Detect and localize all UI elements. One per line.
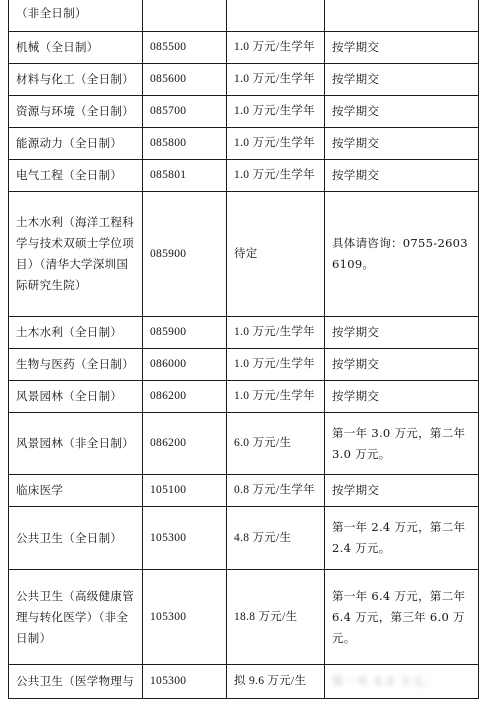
tuition-fee-cell <box>227 32 325 64</box>
program-name-cell <box>9 64 143 96</box>
program-code-text: 105300 <box>150 610 187 623</box>
payment-note-text: 具体请咨询：0755-26036109。 <box>332 236 468 271</box>
table-row <box>9 665 479 699</box>
program-code-text: 086200 <box>150 390 187 402</box>
payment-note-text: 按学期交 <box>332 104 380 118</box>
tuition-fee-cell <box>227 665 325 699</box>
program-code-cell <box>143 381 227 413</box>
program-code-text: 085900 <box>150 247 187 260</box>
program-code-text: 105100 <box>150 484 187 496</box>
payment-note-cell <box>325 413 479 475</box>
program-code-cell <box>143 413 227 475</box>
program-code-cell <box>143 32 227 64</box>
payment-note-cell <box>325 32 479 64</box>
program-name-cell <box>9 32 143 64</box>
table-row <box>9 160 479 192</box>
tuition-fee-text: 拟 9.6 万元/生 <box>234 675 307 687</box>
program-name-text: （非全日制） <box>16 5 87 20</box>
program-code-cell <box>143 96 227 128</box>
tuition-fee-text: 1.0 万元/生学年 <box>234 137 315 149</box>
program-name-cell <box>9 128 143 160</box>
program-code-cell <box>143 665 227 699</box>
program-code-cell <box>143 349 227 381</box>
program-name-cell <box>9 507 143 570</box>
payment-note-cell <box>325 507 479 570</box>
program-name-text: 公共卫生（全日制） <box>16 530 123 545</box>
payment-note-cell <box>325 0 479 32</box>
tuition-fee-text: 1.0 万元/生学年 <box>234 105 315 117</box>
program-name-text: 土木水利（海洋工程科学与技术双硕士学位项目）（清华大学深圳国际研究生院） <box>16 215 134 292</box>
payment-note-cell <box>325 192 479 317</box>
program-code-text: 085900 <box>150 326 187 338</box>
program-code-cell <box>143 317 227 349</box>
program-name-text: 机械（全日制） <box>16 40 99 54</box>
program-code-text: 105300 <box>150 675 187 687</box>
tuition-fee-text: 0.8 万元/生学年 <box>234 484 315 496</box>
program-code-cell <box>143 570 227 665</box>
table-row <box>9 128 479 160</box>
payment-note-text: 按学期交 <box>332 389 380 403</box>
program-code-text: 085600 <box>150 73 187 85</box>
table-row <box>9 64 479 96</box>
table-row <box>9 317 479 349</box>
table-row <box>9 32 479 64</box>
tuition-fee-cell <box>227 475 325 507</box>
program-name-cell <box>9 413 143 475</box>
payment-note-text: 第一年 3.0 万元，第二年 3.0 万元。 <box>332 425 466 461</box>
program-name-text: 土木水利（全日制） <box>16 325 123 339</box>
payment-note-cell <box>325 475 479 507</box>
program-name-text: 生物与医药（全日制） <box>16 357 134 371</box>
tuition-fee-cell <box>227 0 325 32</box>
payment-note-cell <box>325 570 479 665</box>
payment-note-cell <box>325 96 479 128</box>
payment-note-text: 按学期交 <box>332 136 380 150</box>
tuition-fee-cell <box>227 160 325 192</box>
program-code-cell <box>143 160 227 192</box>
tuition-fee-text: 6.0 万元/生 <box>234 437 292 449</box>
program-name-text: 临床医学 <box>16 483 64 497</box>
program-code-text: 085700 <box>150 105 187 117</box>
tuition-fee-text: 18.8 万元/生 <box>234 610 298 623</box>
payment-note-cell <box>325 317 479 349</box>
tuition-fee-text: 1.0 万元/生学年 <box>234 390 315 402</box>
program-name-text: 电气工程（全日制） <box>16 168 123 182</box>
program-name-cell <box>9 317 143 349</box>
program-name-cell <box>9 192 143 317</box>
payment-note-cell <box>325 64 479 96</box>
table-body <box>9 0 479 699</box>
tuition-fee-cell <box>227 192 325 317</box>
payment-note-text: 按学期交 <box>332 483 380 497</box>
payment-note-cell <box>325 128 479 160</box>
payment-note-cell <box>325 665 479 699</box>
program-code-text: 105300 <box>150 531 187 544</box>
table-row <box>9 507 479 570</box>
payment-note-text: 按学期交 <box>332 325 380 339</box>
tuition-fee-cell <box>227 570 325 665</box>
tuition-fee-text: 待定 <box>234 247 258 260</box>
program-name-cell <box>9 160 143 192</box>
table-row <box>9 0 479 32</box>
payment-note-text: 按学期交 <box>332 72 380 86</box>
program-name-text: 资源与环境（全日制） <box>16 104 134 118</box>
program-name-text: 风景园林（非全日制） <box>16 436 134 450</box>
payment-note-text: 第一年 4.8 万元。 <box>332 674 438 688</box>
program-name-cell <box>9 665 143 699</box>
payment-note-cell <box>325 381 479 413</box>
payment-note-text: 第一年 2.4 万元，第二年 2.4 万元。 <box>332 520 466 555</box>
program-code-cell <box>143 507 227 570</box>
table-row <box>9 413 479 475</box>
tuition-fee-text: 4.8 万元/生 <box>234 531 292 544</box>
program-name-cell <box>9 381 143 413</box>
program-name-cell <box>9 570 143 665</box>
tuition-fee-text: 1.0 万元/生学年 <box>234 326 315 338</box>
tuition-fee-text: 1.0 万元/生学年 <box>234 73 315 85</box>
payment-note-text: 按学期交 <box>332 357 380 371</box>
tuition-fee-cell <box>227 413 325 475</box>
payment-note-cell <box>325 349 479 381</box>
tuition-fee-cell <box>227 507 325 570</box>
program-name-cell <box>9 0 143 32</box>
program-name-cell <box>9 475 143 507</box>
tuition-fee-text: 1.0 万元/生学年 <box>234 41 315 53</box>
tuition-fee-cell <box>227 317 325 349</box>
table-row <box>9 349 479 381</box>
program-code-cell <box>143 192 227 317</box>
tuition-fee-text: 1.0 万元/生学年 <box>234 169 315 181</box>
program-name-cell <box>9 96 143 128</box>
tuition-fee-text: 1.0 万元/生学年 <box>234 358 315 370</box>
program-name-text: 公共卫生（高级健康管理与转化医学）（非全日制） <box>16 588 134 645</box>
program-code-cell <box>143 128 227 160</box>
tuition-fee-cell <box>227 96 325 128</box>
program-name-text: 材料与化工（全日制） <box>16 72 134 86</box>
program-name-text: 公共卫生（医学物理与 <box>16 674 134 688</box>
payment-note-cell <box>325 160 479 192</box>
program-name-text: 风景园林（全日制） <box>16 389 123 403</box>
program-code-text: 086000 <box>150 358 187 370</box>
tuition-fee-cell <box>227 349 325 381</box>
program-code-cell <box>143 475 227 507</box>
tuition-fee-cell <box>227 381 325 413</box>
payment-note-text: 按学期交 <box>332 168 380 182</box>
program-code-text: 085800 <box>150 137 187 149</box>
payment-note-text: 按学期交 <box>332 40 380 54</box>
program-code-cell <box>143 0 227 32</box>
tuition-fee-table <box>8 0 479 699</box>
program-name-text: 能源动力（全日制） <box>16 136 123 150</box>
program-name-cell <box>9 349 143 381</box>
payment-note-text: 第一年 6.4 万元，第二年 6.4 万元，第三年 6.0 万元。 <box>332 588 466 645</box>
tuition-fee-cell <box>227 64 325 96</box>
table-row <box>9 381 479 413</box>
table-row <box>9 570 479 665</box>
program-code-text: 085500 <box>150 41 187 53</box>
table-row <box>9 96 479 128</box>
program-code-text: 086200 <box>150 437 187 449</box>
table-row <box>9 192 479 317</box>
program-code-cell <box>143 64 227 96</box>
program-code-text: 085801 <box>150 169 187 181</box>
tuition-fee-cell <box>227 128 325 160</box>
table-row <box>9 475 479 507</box>
